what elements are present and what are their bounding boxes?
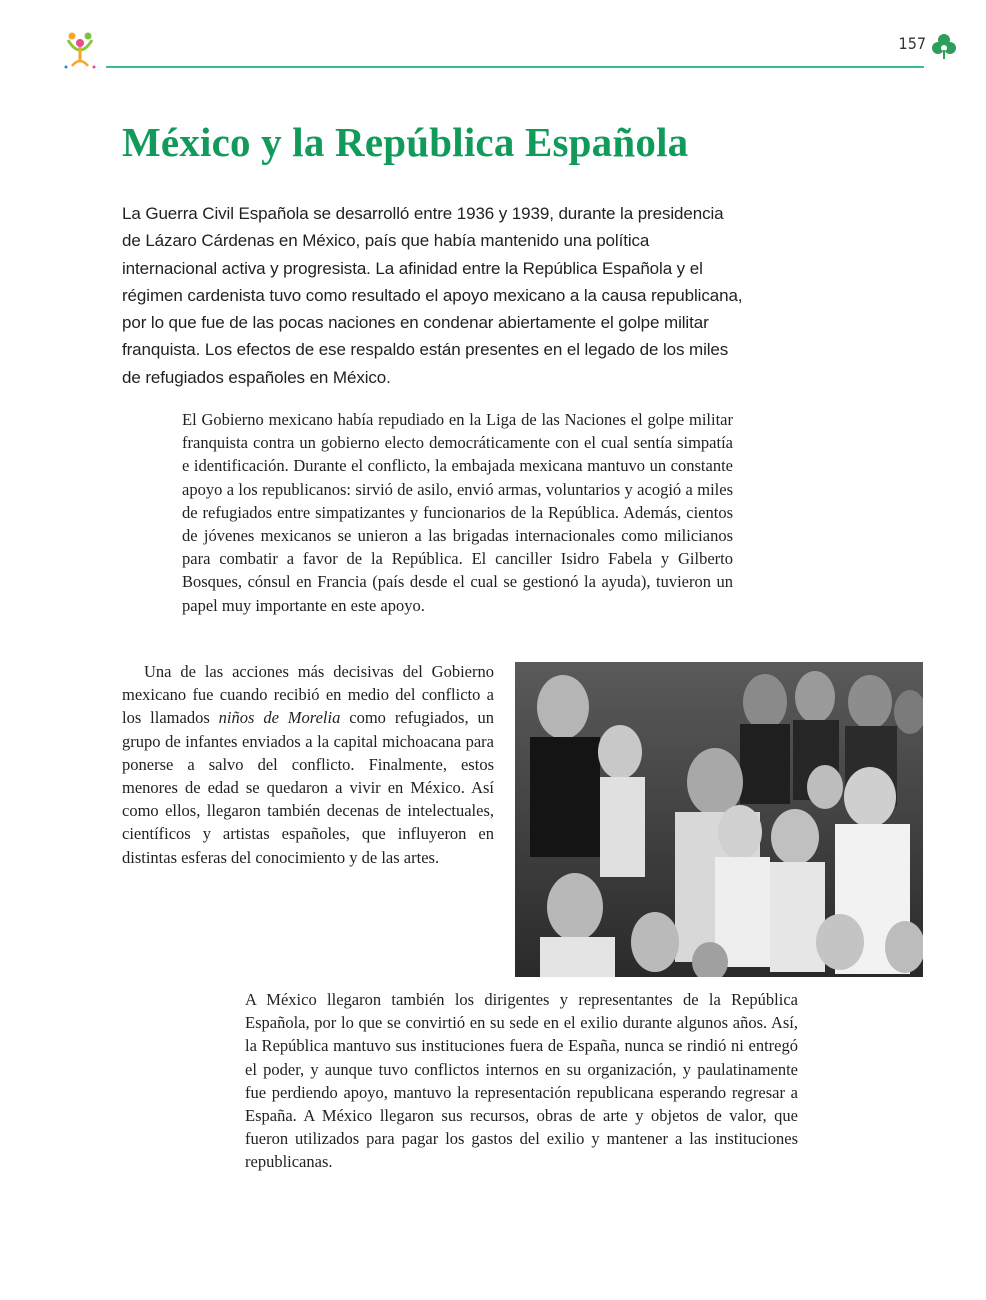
stylized-figure-logo-icon [58,30,104,70]
header-rule [106,66,924,68]
paragraph-ninos-de-morelia [122,660,494,869]
page-title: México y la República Española [122,119,689,165]
quote-government-support: El Gobierno mexicano había repudiado en la Liga de las Naciones el golpe militar franquista contra un gobierno electo democráticamente con el cual sentía simpatía e identificación. Durante el conflicto, la embajada mexicana mantuvo un constante apoyo a los republicanos: sirvió de asilo, envió armas, voluntarios y acogió a miles de refugiados entre simpatizantes y funcionarios de la República. Además, cientos de jóvenes mexicanos se unieron a las brigadas internacionales como milicianos para combatir a favor de la República. El canciller Isidro Fabela y Gilberto Bosques, cónsul en Francia (país desde el cual se gestionó la ayuda), tuvieron un papel muy importante en este apoyo. [182,410,733,615]
black-and-white-group-photo [515,662,923,977]
page-number: 157 [898,34,926,53]
para2-before: Una de las acciones más decisivas del Gobierno mexicano fue cuando recibió en medio del conflicto a los llamados [122,662,494,728]
para2-italic: niños de Morelia [218,708,341,728]
quote-republic-exile: A México llegaron también los dirigentes y representantes de la República Española, por lo que se convirtió en su sede en el exilio durante algunos años. Así, la República mantuvo sus instituciones fuera de España, nunca se rindió ni entregó el poder, y aunque tuvo conflictos internos en su organización, y paulatinamente fue perdiendo apoyo, mantuvo la representación republicana esperando regresar a España. A México llegaron sus recursos, obras de arte y objetos de valor, que fueron utilizados para pagar los gastos del exilio y mantener a las instituciones republicanas. [245,990,798,1172]
green-clover-icon [930,32,958,60]
intro-paragraph: La Guerra Civil Española se desarrolló entre 1936 y 1939, durante la presidencia de Lázaro Cárdenas en México, país que había mantenido una política internacional activa y progresista. La afinidad entre la República Española y el régimen cardenista tuvo como resultado el apoyo mexicano a la causa republicana, por lo que fue de las pocas naciones en condenar abiertamente el golpe militar franquista. Los efectos de ese respaldo están presentes en el legado de los miles de refugiados españoles en México. [122,204,743,387]
para2-after: como refugiados, un grupo de infantes enviados a la capital michoacana para ponerse a salvo del conflicto. Finalmente, estos menores de edad se quedaron a vivir en México. Así como ellos, llegaron también decenas de intelectuales, científicos y artistas españoles, que influyeron en distintas esferas del conocimiento y de las artes. [122,708,495,867]
